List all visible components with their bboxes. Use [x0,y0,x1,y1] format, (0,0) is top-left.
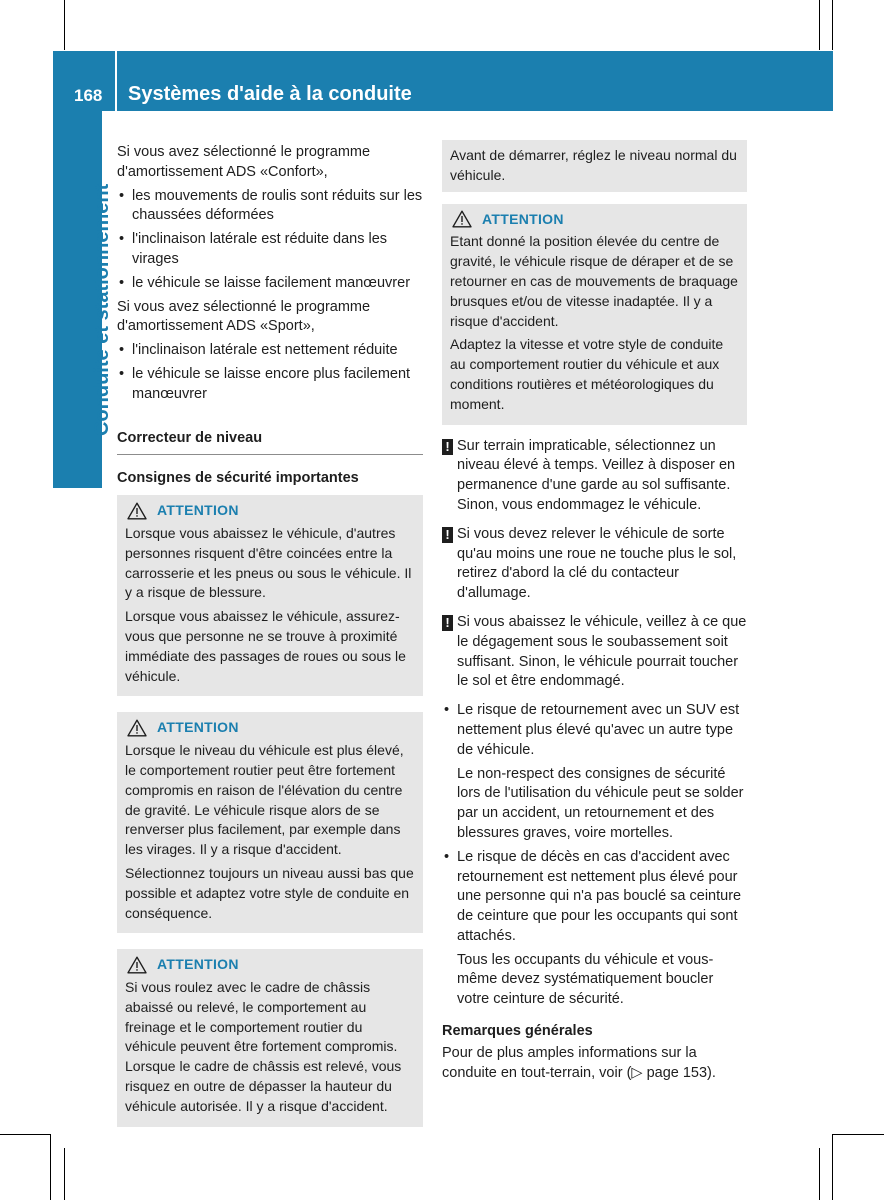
remarks-text: Pour de plus amples informations sur la conduite en tout-terrain, voir (▷ page 153). [442,1044,716,1081]
crop-mark [819,0,820,50]
subsection-title: Consignes de sécurité importantes [117,470,359,487]
crop-mark [832,1134,884,1135]
warning-text: Si vous roulez avec le cadre de châssis abaissé ou relevé, le comportement au freinage et le comportement routier du véhicule peuvent être fortement compromis. Lorsque le cadre de châssis est relevé, vous risquez en outre de dépasser la hauteur du véhicule autorisée. Il y a risque d'accident. [125,979,402,1114]
warning-triangle-icon [127,719,147,737]
notice-text: Sur terrain impraticable, sélectionnez un niveau élevé à temps. Veillez à disposer en permanence d'une garde au sol suffisante. Sinon, vous endommagez le véhicule. [457,437,736,513]
warning-triangle-icon [452,210,472,228]
list-item: • Le risque de retournement avec un SUV est nettement plus élevé qu'avec un autre type de véhicule. [442,701,747,760]
left-column [117,143,423,1127]
warning-box [117,712,423,933]
list-item-followup: Tous les occupants du véhicule et vous-même devez systématiquement boucler votre ceinture de sécurité. [457,951,714,1008]
right-column [442,140,747,1087]
crop-mark [50,1134,51,1200]
warning-title: ATTENTION [157,956,239,973]
crop-mark [64,0,65,50]
crop-mark [64,1148,65,1200]
list-item: • les mouvements de roulis sont réduits sur les chaussées déformées [117,187,423,227]
list-item-followup: Le non-respect des consignes de sécurité lors de l'utilisation du véhicule peut se solder par un accident, un retournement et des blessures graves, voire mortelles. [457,765,744,841]
confort-bullet-list [117,187,423,294]
exclamation-icon: ! [442,439,453,455]
exclamation-icon: ! [442,527,453,543]
side-tab-label: Conduite et stationnement [91,183,113,436]
note-box: Avant de démarrer, réglez le niveau normal du véhicule. [442,140,747,192]
warning-title: ATTENTION [482,210,564,227]
warning-triangle-icon [127,956,147,974]
crop-mark [819,1148,820,1200]
suv-bullet-list [442,701,747,760]
crop-mark [0,1134,50,1135]
chapter-title: Systèmes d'aide à la conduite [128,83,412,105]
warning-text: Adaptez la vitesse et votre style de conduite au comportement routier du véhicule et aux conditions routières et météorologiques du moment. [450,336,724,412]
list-item: • l'inclinaison latérale est nettement réduite [117,341,423,361]
crop-mark [832,0,833,50]
list-item: • l'inclinaison latérale est réduite dans les virages [117,230,423,270]
page-number: 168 [74,86,103,105]
seatbelt-bullet-list [442,848,747,947]
list-item: • Le risque de décès en cas d'accident avec retournement est nettement plus élevé pour une personne qui n'a pas bouclé sa ceinture de ceinture que pour les occupants qui sont attachés. [442,848,747,947]
warning-text: Sélectionnez toujours un niveau aussi bas que possible et adaptez votre style de conduite en conséquence. [125,864,414,921]
notice-text: Si vous abaissez le véhicule, veillez à ce que le dégagement sous le soubassement soit suffisant. Sinon, le véhicule pourrait toucher le sol et être endommagé. [457,613,747,690]
warning-text: Etant donné la position élevée du centre de gravité, le véhicule risque de déraper et de se retourner en cas de mouvements de braquage brusques et/ou de vitesse inadaptée. Il y a risque d'accident. [450,233,738,329]
notice-item [442,437,747,516]
intro-confort: Si vous avez sélectionné le programme d'amortissement ADS «Confort», [117,144,371,180]
intro-sport: Si vous avez sélectionné le programme d'amortissement ADS «Sport», [117,298,371,335]
warning-text: Lorsque vous abaissez le véhicule, d'autres personnes risquent d'être coincées entre la carrosserie et les pneus ou sous le véhicule. Il y a risque de blessure. [125,524,412,601]
warning-text: Lorsque vous abaissez le véhicule, assurez-vous que personne ne se trouve à proximité immédiate des passages de roues ou sous le véhicule. [125,608,406,684]
notice-item [442,613,747,692]
warning-box [117,495,423,696]
warning-box [117,949,423,1126]
section-title: Correcteur de niveau [117,429,263,446]
list-item: • le véhicule se laisse facilement manœuvrer [117,274,423,294]
warning-box [442,204,747,425]
crop-mark [832,1134,833,1200]
sport-bullet-list [117,341,423,404]
notice-item [442,525,747,604]
exclamation-icon: ! [442,615,453,631]
remarks-title: Remarques générales [442,1023,593,1040]
header-divider [115,51,117,111]
warning-text: Lorsque le niveau du véhicule est plus élevé, le comportement routier peut être fortement compromis en raison de l'élévation du centre de gravité. Le véhicule risque alors de se renverser plus facilement, par exemple dans les virages. Il y a risque d'accident. [125,742,404,858]
list-item: • le véhicule se laisse encore plus facilement manœuvrer [117,365,423,405]
warning-title: ATTENTION [157,719,239,736]
notice-text: Si vous devez relever le véhicule de sorte qu'au moins une roue ne touche plus le sol, retirez d'abord la clé du contacteur d'allumage. [457,525,737,602]
warning-title: ATTENTION [157,502,239,519]
warning-triangle-icon [127,502,147,520]
section-rule [117,454,423,455]
